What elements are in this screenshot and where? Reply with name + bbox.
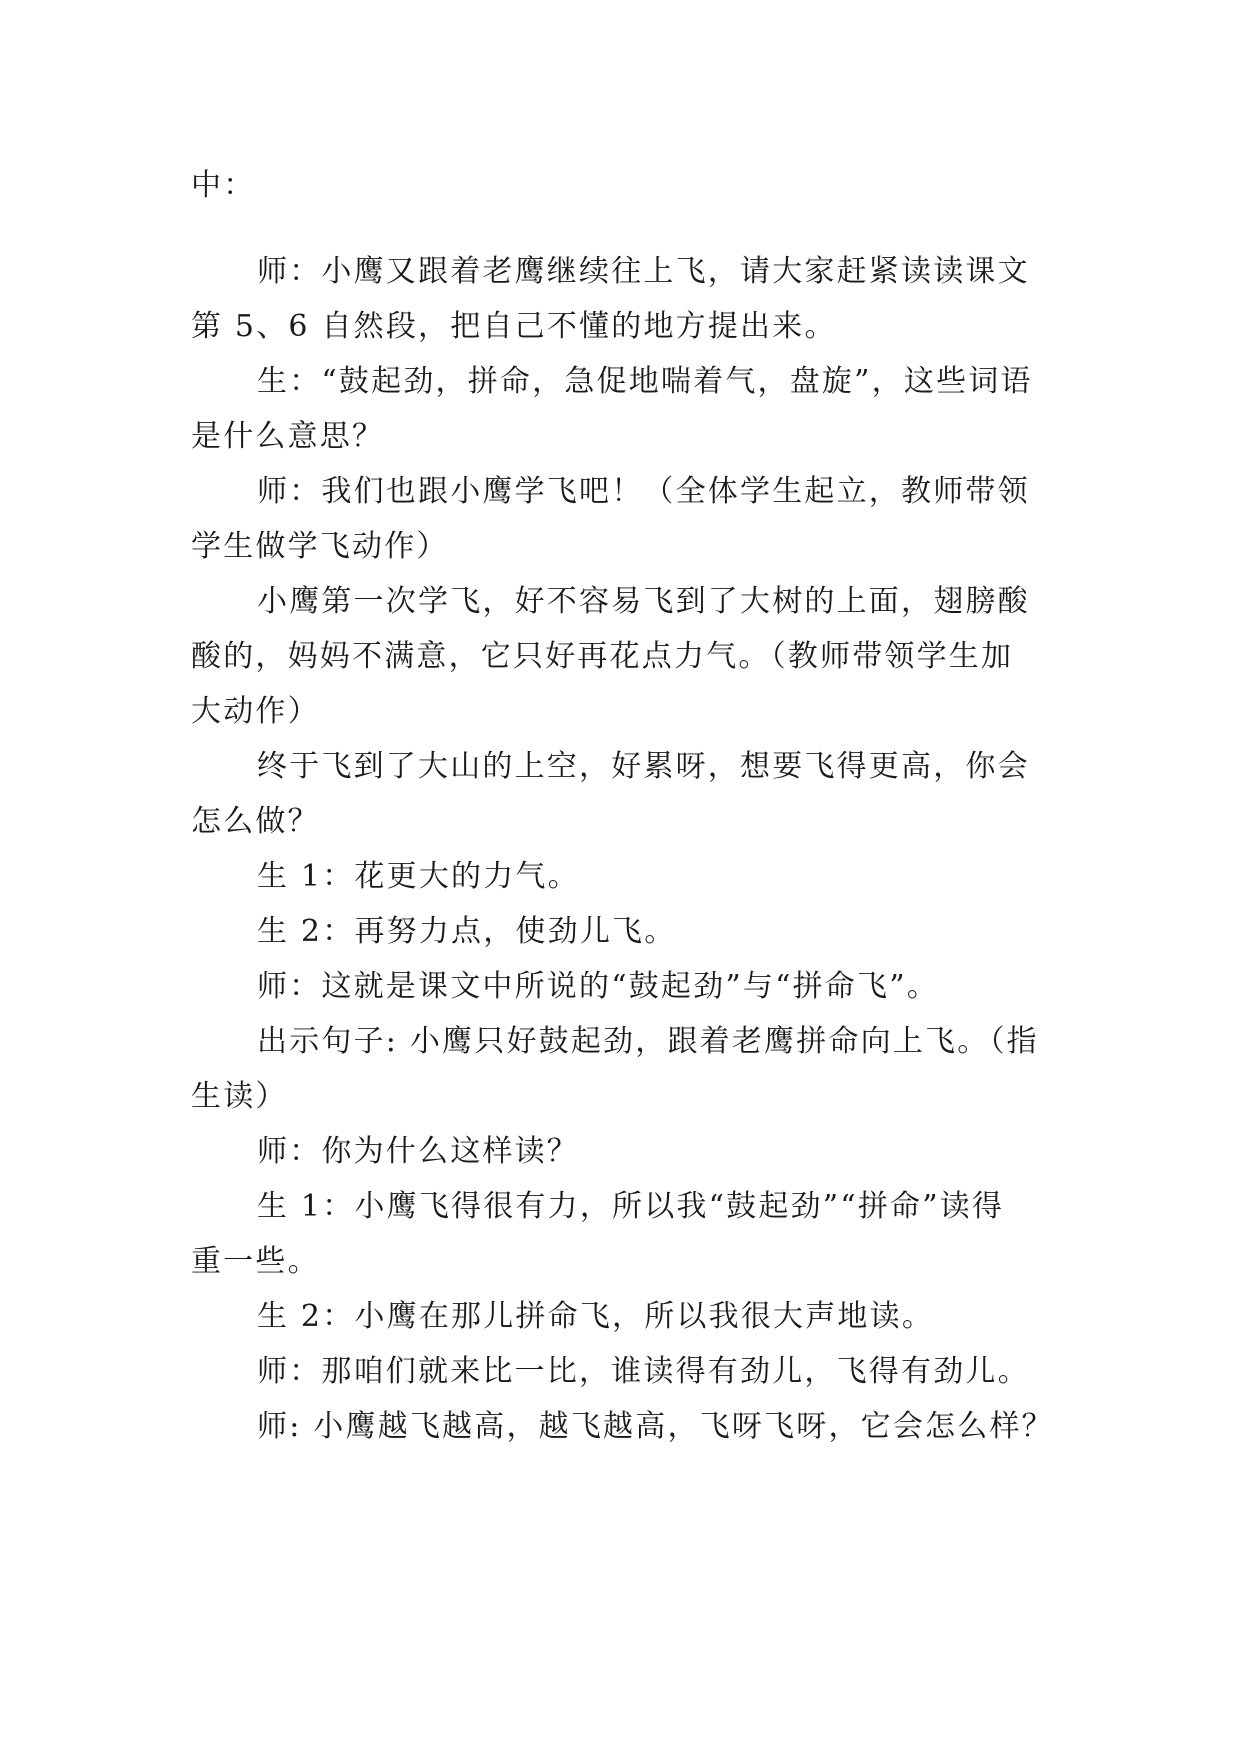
text-line: 学生做学飞动作） <box>191 529 449 564</box>
text-line: 第 5、6 自然段，把自己不懂的地方提出来。 <box>191 309 837 344</box>
text-line: 生 2：再努力点，使劲儿飞。 <box>257 914 677 949</box>
text-line: 师：小鹰又跟着老鹰继续往上飞，请大家赶紧读读课文 <box>257 254 1030 289</box>
text-line: 酸的，妈妈不满意，它只好再花点力气。（教师带领学生加 <box>191 639 1014 674</box>
text-line: 生：“鼓起劲，拼命，急促地喘着气，盘旋”，这些词语 <box>257 364 1033 399</box>
text-line: 师：你为什么这样读？ <box>257 1134 579 1169</box>
text-line: 重一些。 <box>191 1244 320 1279</box>
text-line: 师：我们也跟小鹰学飞吧！（全体学生起立，教师带领 <box>257 474 1030 509</box>
text-line: 中： <box>191 168 256 203</box>
text-line: 是什么意思？ <box>191 419 385 454</box>
text-line: 师：这就是课文中所说的“鼓起劲”与“拼命飞”。 <box>257 969 939 1004</box>
text-line: 生 1：小鹰飞得很有力，所以我“鼓起劲”“拼命”读得 <box>257 1189 1005 1224</box>
text-line: 生 2：小鹰在那儿拼命飞，所以我很大声地读。 <box>257 1299 935 1334</box>
text-line: 师: 小鹰越飞越高，越飞越高，飞呀飞呀，它会怎么样？ <box>257 1409 1054 1444</box>
text-line: 生读） <box>191 1079 288 1114</box>
text-line: 怎么做？ <box>191 804 320 839</box>
text-line: 小鹰第一次学飞，好不容易飞到了大树的上面，翅膀酸 <box>257 584 1030 619</box>
text-line: 终于飞到了大山的上空，好累呀，想要飞得更高，你会 <box>257 749 1030 784</box>
text-line: 出示句子: 小鹰只好鼓起劲，跟着老鹰拼命向上飞。（指 <box>257 1024 1039 1059</box>
text-line: 师：那咱们就来比一比，谁读得有劲儿，飞得有劲儿。 <box>257 1354 1030 1389</box>
text-line: 大动作） <box>191 694 320 729</box>
text-line: 生 1：花更大的力气。 <box>257 859 580 894</box>
